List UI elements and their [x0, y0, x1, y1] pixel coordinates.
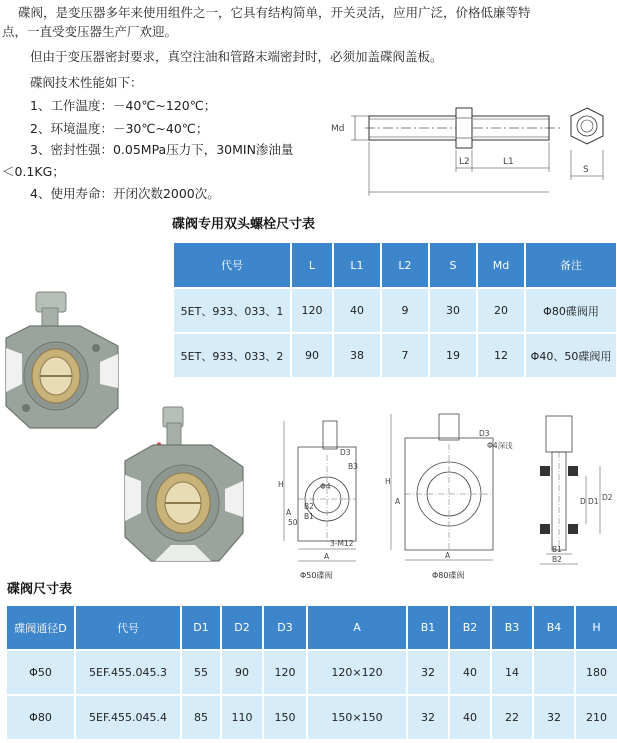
table-row	[174, 289, 616, 332]
table-row	[7, 651, 617, 694]
drawing50-a-bottom: A	[324, 552, 330, 561]
valve-th-b1: B1	[408, 606, 448, 649]
table-cell: 110	[222, 696, 262, 739]
table-cell: Φ40、50碟阀用	[526, 334, 616, 377]
drawing50-d3: D3	[340, 448, 351, 457]
table-cell: 40	[334, 289, 380, 332]
spec-item-4: 4、使用寿命：开闭次数2000次。	[30, 186, 220, 201]
drawing50-h: H	[278, 480, 284, 489]
table-cell: 150	[264, 696, 306, 739]
table-cell: Φ50	[7, 651, 74, 694]
side-d1: D1	[588, 497, 599, 506]
side-b2: B2	[552, 555, 562, 564]
table-cell: 90	[222, 651, 262, 694]
table-cell: 19	[430, 334, 476, 377]
valve-th-a: A	[308, 606, 406, 649]
valve-th-h: H	[576, 606, 617, 649]
valve-photo-2	[115, 405, 250, 570]
table-cell: 150×150	[308, 696, 406, 739]
intro-line-2: 点，一直受变压器生产厂欢迎。	[2, 24, 178, 39]
table-cell: 20	[478, 289, 524, 332]
table-cell: 12	[478, 334, 524, 377]
table-cell: 14	[492, 651, 532, 694]
bolt-th-s: S	[430, 243, 476, 287]
bolt-drawing	[325, 100, 615, 200]
table-cell: 120×120	[308, 651, 406, 694]
table-cell: 38	[334, 334, 380, 377]
valve-table	[5, 604, 617, 741]
table-cell: 40	[450, 651, 490, 694]
table-cell: 180	[576, 651, 617, 694]
bolt-th-md: Md	[478, 243, 524, 287]
table-cell: 32	[408, 696, 448, 739]
table-cell: 40	[450, 696, 490, 739]
table-cell: Φ80碟阀用	[526, 289, 616, 332]
table-row	[7, 696, 617, 739]
spec-heading: 碟阀技术性能如下：	[30, 75, 143, 90]
table-cell: 32	[534, 696, 574, 739]
bolt-th-code: 代号	[174, 243, 290, 287]
table-cell: 5ET、933、033、1	[174, 289, 290, 332]
intro-paragraph-2: 但由于变压器密封要求，真空注油和管路末端密封时，必须加盖碟阀盖板。	[30, 49, 443, 64]
drawing50-b3: B3	[348, 462, 358, 471]
drawing50-50: 50	[288, 518, 298, 527]
bolt-table-header-row	[174, 243, 616, 287]
table-cell: 120	[292, 289, 332, 332]
bolt-table-title: 碟阀专用双头螺栓尺寸表	[172, 217, 316, 232]
table-cell: 85	[182, 696, 220, 739]
valve-th-diameter: 碟阀通径D	[7, 606, 74, 649]
bolt-th-l2: L2	[382, 243, 428, 287]
bolt-th-l1: L1	[334, 243, 380, 287]
drawing50-b1: B1	[304, 512, 314, 521]
drawing50-phi4: Φ4	[320, 482, 331, 491]
side-d: D	[580, 497, 586, 506]
spec-item-3-cont: ＜0.1KG；	[2, 164, 65, 179]
table-cell: 5EF.455.045.3	[76, 651, 180, 694]
valve-drawing-50	[268, 415, 386, 570]
valve-table-title: 碟阀尺寸表	[7, 582, 73, 597]
l1-label: L1	[503, 157, 514, 167]
table-cell: Φ80	[7, 696, 74, 739]
drawing50-b2: B2	[304, 502, 314, 511]
drawing80-h: H	[385, 477, 391, 486]
valve-photo-1	[0, 288, 125, 438]
spec-item-2: 2、环境温度：－30℃~40℃；	[30, 121, 209, 136]
table-cell: 55	[182, 651, 220, 694]
table-cell: 5ET、933、033、2	[174, 334, 290, 377]
caption-50: Φ50碟阀	[300, 571, 333, 580]
valve-drawing-80	[383, 408, 513, 570]
table-cell: 120	[264, 651, 306, 694]
valve-table-header-row	[7, 606, 617, 649]
spec-item-1: 1、工作温度：－40℃~120℃；	[30, 98, 217, 113]
valve-th-d2: D2	[222, 606, 262, 649]
table-cell: 7	[382, 334, 428, 377]
bolt-th-l: L	[292, 243, 332, 287]
valve-th-d3: D3	[264, 606, 306, 649]
drawing80-a-left: A	[395, 497, 401, 506]
table-row	[174, 334, 616, 377]
bolt-table	[172, 241, 617, 379]
table-cell: 5EF.455.045.4	[76, 696, 180, 739]
md-label: Md	[331, 124, 345, 134]
table-cell: 90	[292, 334, 332, 377]
side-d2: D2	[602, 493, 613, 502]
side-b1: B1	[552, 545, 562, 554]
valve-th-b3: B3	[492, 606, 532, 649]
valve-drawing-side	[528, 412, 614, 570]
drawing50-a-left: A	[286, 508, 292, 517]
valve-th-code: 代号	[76, 606, 180, 649]
s-label: S	[583, 165, 589, 175]
drawing80-d3: D3	[479, 429, 490, 438]
table-cell: 9	[382, 289, 428, 332]
caption-80: Φ80碟阀	[432, 571, 465, 580]
l2-label: L2	[459, 157, 470, 167]
table-cell: 210	[576, 696, 617, 739]
valve-th-b2: B2	[450, 606, 490, 649]
spec-item-3: 3、密封性强：0.05MPa压力下，30MIN渗油量	[30, 142, 294, 157]
table-cell: 32	[408, 651, 448, 694]
drawing80-phi4: Φ4深浅	[487, 441, 513, 450]
drawing50-bolt: 3-M12	[330, 539, 354, 548]
table-cell	[534, 651, 574, 694]
valve-th-b4: B4	[534, 606, 574, 649]
table-cell: 30	[430, 289, 476, 332]
drawing80-a-bottom: A	[445, 551, 451, 560]
table-cell: 22	[492, 696, 532, 739]
valve-th-d1: D1	[182, 606, 220, 649]
bolt-th-note: 备注	[526, 243, 616, 287]
intro-line-1: 碟阀，是变压器多年来使用组件之一，它具有结构简单，开关灵活，应用广泛，价格低廉等特	[18, 5, 531, 20]
